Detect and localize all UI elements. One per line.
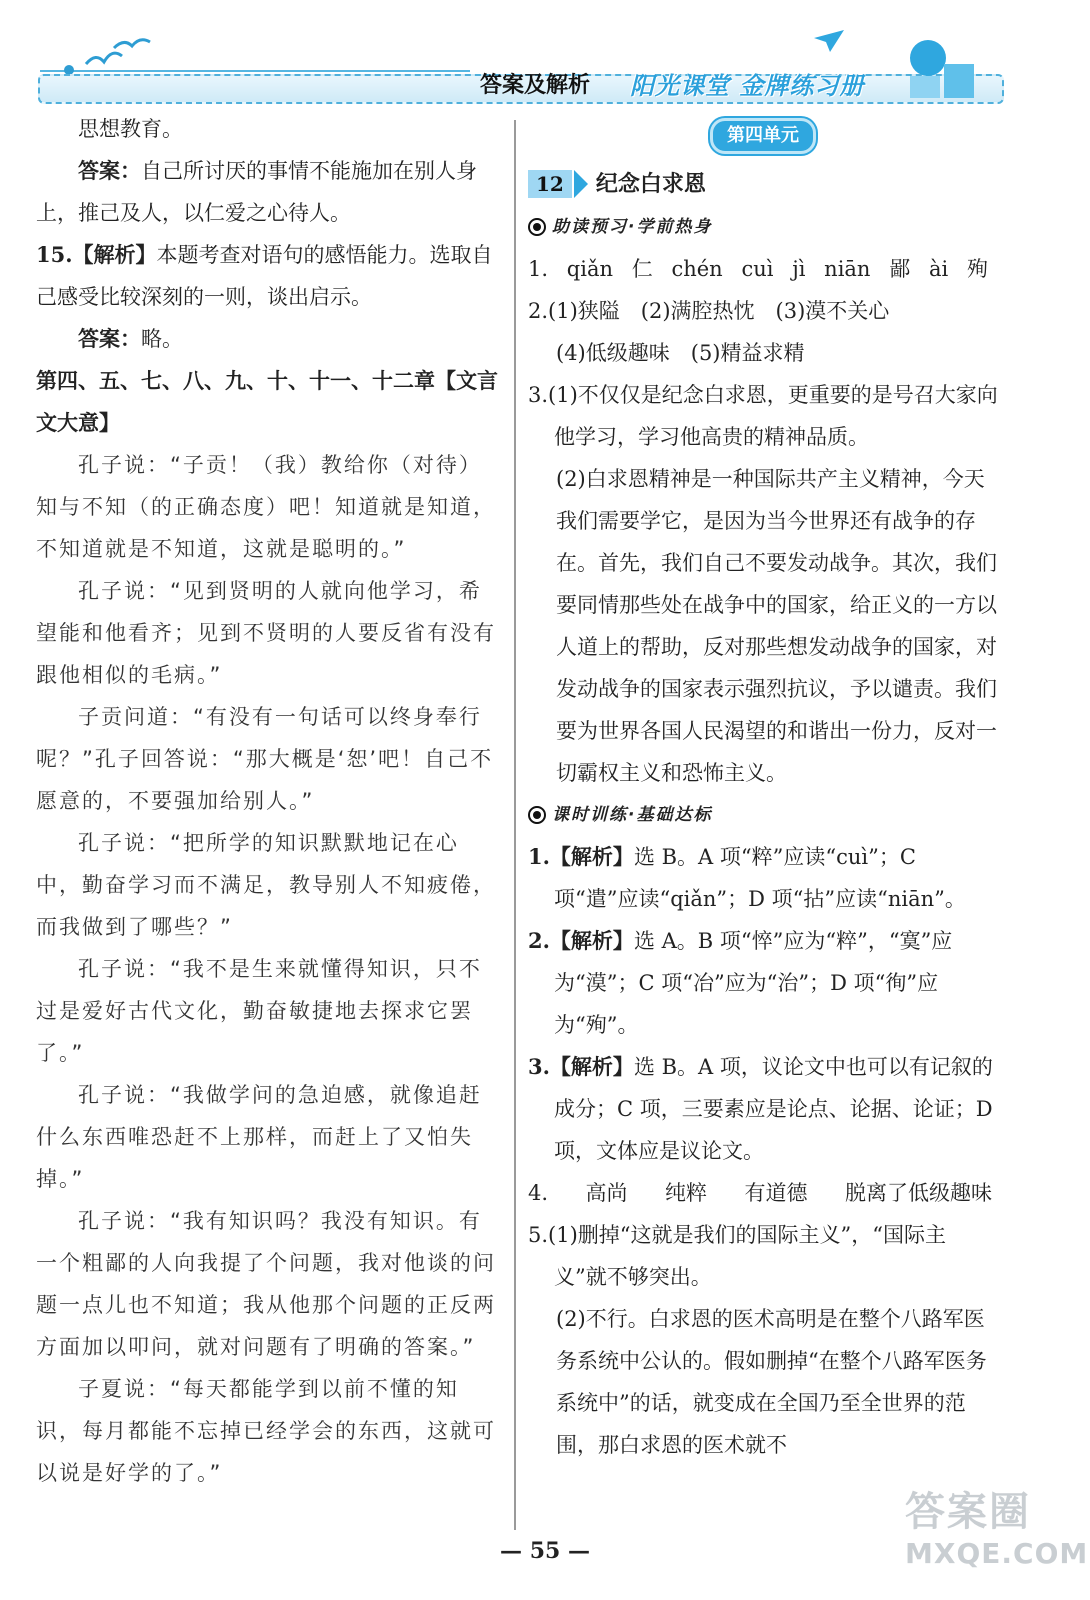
question-number: 1. <box>528 257 549 281</box>
analysis-paragraph <box>528 836 998 920</box>
answer-paragraph: (2)白求恩精神是一种国际共产主义精神，今天我们需要学它，是因为当今世界还有战争的存在。首先，我们自己不要发动战争。其次，我们要同情那些处在战争中的国家，给正义的一方以人道上的帮助，反对那些想发动战争的国家，对发动战争的国家表示强烈抗议，予以谴责。我们要为世界各国人民渴望的和谐出一份力，反对一切霸权主义和恐怖主义。 <box>556 467 997 785</box>
watermark-url: MXQE.COM <box>905 1537 1089 1570</box>
translation-paragraph: 孔子说：“见到贤明的人就向他学习，希望能和他看齐；见到不贤明的人要反省有没有跟他相似的毛病。” <box>36 579 496 687</box>
translation-paragraph: 子夏说：“每天都能学到以前不懂的知识，每月都能不忘掉已经学会的东西，这就可以说是好学的了。” <box>36 1377 496 1485</box>
analysis-text: 选 B。A 项，议论文中也可以有记叙的成分；C 项，三要素应是论点、论据、论证；D 项，文体应是议论文。 <box>554 1055 993 1163</box>
answer-line: (4)低级趣味 (5)精益求精 <box>556 341 805 365</box>
chapter-heading: 第四、五、七、八、九、十、十一、十二章【文言文大意】 <box>36 368 498 435</box>
analysis-label: 15.【解析】 <box>36 242 157 267</box>
pinyin-item: 仁 <box>631 257 653 281</box>
translation-paragraph: 孔子说：“我做学问的急迫感，就像追赶什么东西唯恐赶不上那样，而赶上了又怕失掉。” <box>36 1083 482 1191</box>
answer-label: 答案： <box>78 326 141 351</box>
right-column <box>528 108 998 1466</box>
section-title: 课时训练·基础达标 <box>552 805 713 825</box>
answer-row <box>528 1172 998 1214</box>
pinyin-item: chén <box>671 257 723 281</box>
answer-item: 纯粹 <box>665 1181 708 1205</box>
page-header <box>0 0 1090 110</box>
lesson-number: 12 <box>528 170 572 198</box>
answer-text: 自己所讨厌的事情不能施加在别人身上，推己及人，以仁爱之心待人。 <box>36 159 477 225</box>
analysis-label: 2.【解析】 <box>528 928 634 953</box>
lesson-heading <box>528 162 998 206</box>
analysis-text: 本题考查对语句的感悟能力。选取自己感受比较深刻的一则，谈出启示。 <box>36 243 493 309</box>
section-heading <box>528 794 998 836</box>
analysis-label: 1.【解析】 <box>528 844 634 869</box>
analysis-paragraph <box>36 234 504 318</box>
header-brand: 阳光课堂 金牌练习册 <box>630 72 865 100</box>
section-heading <box>528 206 998 248</box>
answer-label: 答案： <box>78 158 141 183</box>
pinyin-item: 殉 <box>966 257 988 281</box>
globe-decoration-icon <box>900 30 990 100</box>
analysis-paragraph <box>528 1046 998 1172</box>
pinyin-item: ài <box>928 257 949 281</box>
pinyin-item: cuì <box>741 257 774 281</box>
column-divider <box>514 120 516 1530</box>
analysis-label: 3.【解析】 <box>528 1054 634 1079</box>
unit-badge: 第四单元 <box>710 118 816 154</box>
question-number: 4. <box>528 1181 549 1205</box>
page-number: — 55 — <box>500 1538 590 1564</box>
text-line: 思想教育。 <box>78 117 183 141</box>
watermark-logo-text: 答案圈 <box>905 1489 1031 1535</box>
analysis-text: 选 A。B 项“悴”应为“粹”，“寞”应为“漠”；C 项“冶”应为“治”；D 项“徇”应为“殉”。 <box>554 929 953 1037</box>
translation-paragraph: 孔子说：“我不是生来就懂得知识，只不过是爱好古代文化，勤奋敏捷地去探求它罢了。” <box>36 957 482 1065</box>
left-column <box>36 108 504 1494</box>
translation-paragraph: 子贡问道：“有没有一句话可以终身奉行呢？”孔子回答说：“那大概是‘恕’吧！自己不愿意的，不要强加给别人。” <box>36 705 494 813</box>
section-title: 助读预习·学前热身 <box>552 217 713 237</box>
paper-plane-icon <box>812 28 846 54</box>
pinyin-item: 鄙 <box>889 257 911 281</box>
lesson-title: 纪念白求恩 <box>595 171 706 197</box>
birds-icon <box>82 38 152 72</box>
answer-line: 2.(1)狭隘 (2)满腔热忱 (3)漠不关心 <box>528 299 890 323</box>
analysis-text: 选 B。A 项“粹”应读“cuì”；C 项“遣”应读“qiǎn”；D 项“拈”应读“niān”。 <box>554 845 966 911</box>
bullet-icon <box>528 806 546 824</box>
answer-paragraph: (2)不行。白求恩的医术高明是在整个八路军医务系统中公认的。假如删掉“在整个八路军医务系统中”的话，就变成在全国乃至全世界的范围，那白求恩的医术就不 <box>556 1307 987 1457</box>
watermark <box>905 1480 1088 1570</box>
translation-paragraph: 孔子说：“把所学的知识默默地记在心中，勤奋学习而不满足，教导别人不知疲倦，而我做到了哪些？” <box>36 831 496 939</box>
translation-paragraph: 孔子说：“子贡！（我）教给你（对待）知与不知（的正确态度）吧！知道就是知道，不知道就是不知道，这就是聪明的。” <box>36 453 496 561</box>
arrow-icon <box>574 170 588 198</box>
unit-heading <box>528 108 998 154</box>
pinyin-item: niān <box>824 257 871 281</box>
answer-item: 有道德 <box>744 1181 808 1205</box>
answer-paragraph <box>36 150 504 234</box>
header-rule <box>40 70 470 72</box>
bullet-icon <box>528 218 546 236</box>
answer-paragraph: 3.(1)不仅仅是纪念白求恩，更重要的是号召大家向他学习，学习他高贵的精神品质。 <box>528 383 998 449</box>
answer-item: 脱离了低级趣味 <box>844 1181 992 1205</box>
pinyin-answer-row <box>528 248 998 290</box>
answer-text: 略。 <box>141 327 183 351</box>
analysis-paragraph <box>528 920 998 1046</box>
header-title: 答案及解析 <box>480 72 591 98</box>
answer-paragraph: 5.(1)删掉“这就是我们的国际主义”，“国际主义”就不够突出。 <box>528 1223 946 1289</box>
answer-item: 高尚 <box>585 1181 628 1205</box>
translation-paragraph: 孔子说：“我有知识吗？我没有知识。有一个粗鄙的人向我提了个问题，我对他谈的问题一点儿也不知道；我从他那个问题的正反两方面加以叩问，就对问题有了明确的答案。” <box>36 1209 496 1359</box>
pinyin-item: qiǎn <box>566 257 613 281</box>
answer-paragraph <box>36 318 504 360</box>
pinyin-item: jì <box>792 257 806 281</box>
